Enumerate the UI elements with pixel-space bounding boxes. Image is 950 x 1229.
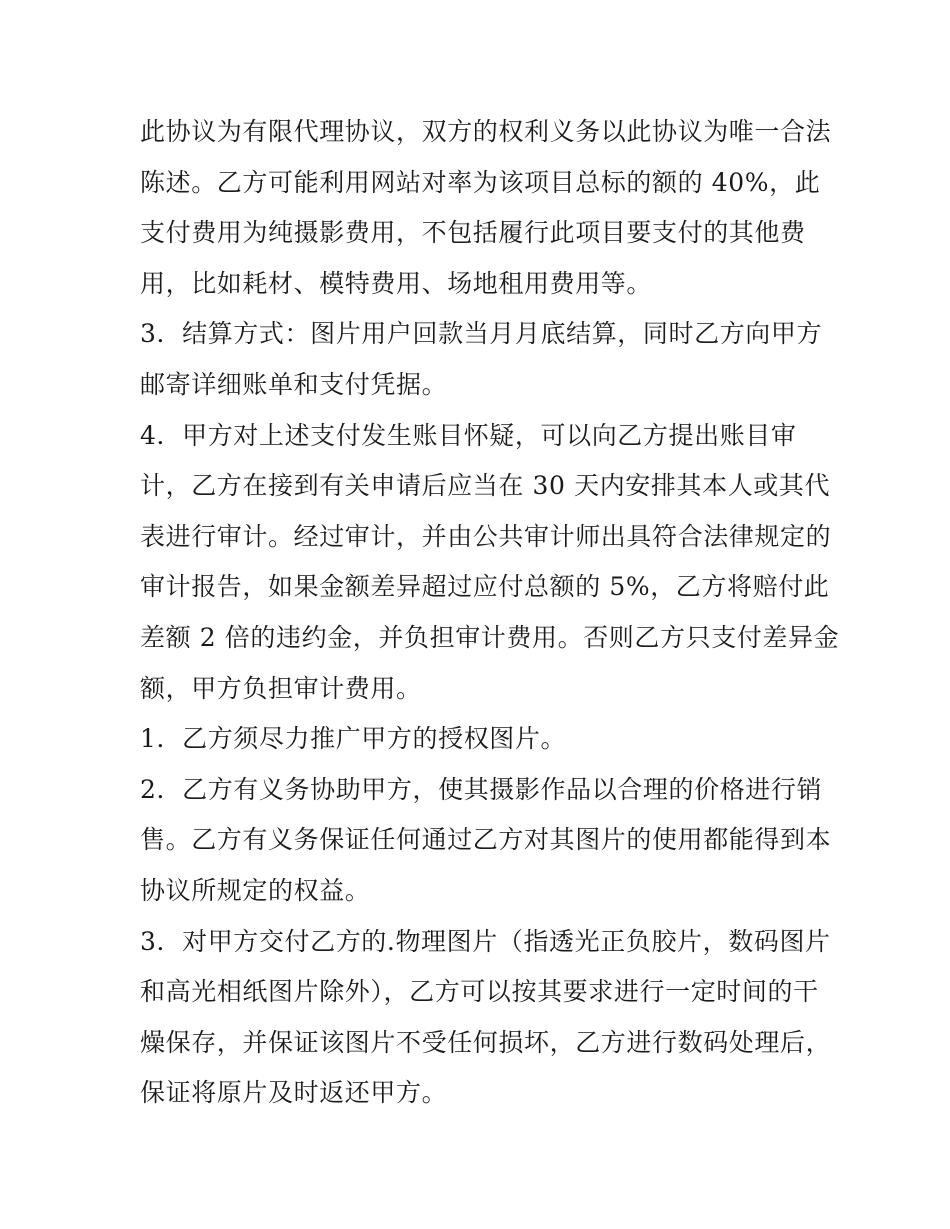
text-line: 燥保存，并保证该图片不受任何损坏，乙方进行数码处理后， xyxy=(140,1027,832,1057)
text-line: 陈述。乙方可能利用网站对率为该项目总标的额的 40%，此 xyxy=(140,167,821,197)
text-line: 3．对甲方交付乙方的.物理图片（指透光正负胶片，数码图片 xyxy=(140,926,831,956)
text-line: 计，乙方在接到有关申请后应当在 30 天内安排其本人或其代 xyxy=(140,471,831,501)
text-line: 额，甲方负担审计费用。 xyxy=(140,673,422,703)
text-line: 3．结算方式：图片用户回款当月月底结算，同时乙方向甲方 xyxy=(140,319,823,349)
document-body xyxy=(140,107,840,1119)
text-line: 邮寄详细账单和支付凭据。 xyxy=(140,369,448,399)
text-line: 审计报告，如果金额差异超过应付总额的 5%，乙方将赔付此 xyxy=(140,572,830,602)
text-line: 1．乙方须尽力推广甲方的授权图片。 xyxy=(140,724,567,754)
text-line: 协议所规定的权益。 xyxy=(140,875,371,905)
text-line: 支付费用为纯摄影费用，不包括履行此项目要支付的其他费 xyxy=(140,218,806,248)
text-line: 保证将原片及时返还甲方。 xyxy=(140,1078,448,1108)
text-line: 此协议为有限代理协议，双方的权利义务以此协议为唯一合法 xyxy=(140,117,832,146)
text-line: 4．甲方对上述支付发生账目怀疑，可以向乙方提出账目审 xyxy=(140,420,797,450)
text-line: 和高光相纸图片除外），乙方可以按其要求进行一定时间的干 xyxy=(140,977,819,1007)
text-line: 用，比如耗材、模特费用、场地租用费用等。 xyxy=(140,268,653,298)
text-line: 表进行审计。经过审计，并由公共审计师出具符合法律规定的 xyxy=(140,521,832,551)
text-line: 售。乙方有义务保证任何通过乙方对其图片的使用都能得到本 xyxy=(140,825,832,855)
text-line: 差额 2 倍的违约金，并负担审计费用。否则乙方只支付差异金 xyxy=(140,622,840,652)
text-line: 2．乙方有义务协助甲方，使其摄影作品以合理的价格进行销 xyxy=(140,774,823,804)
